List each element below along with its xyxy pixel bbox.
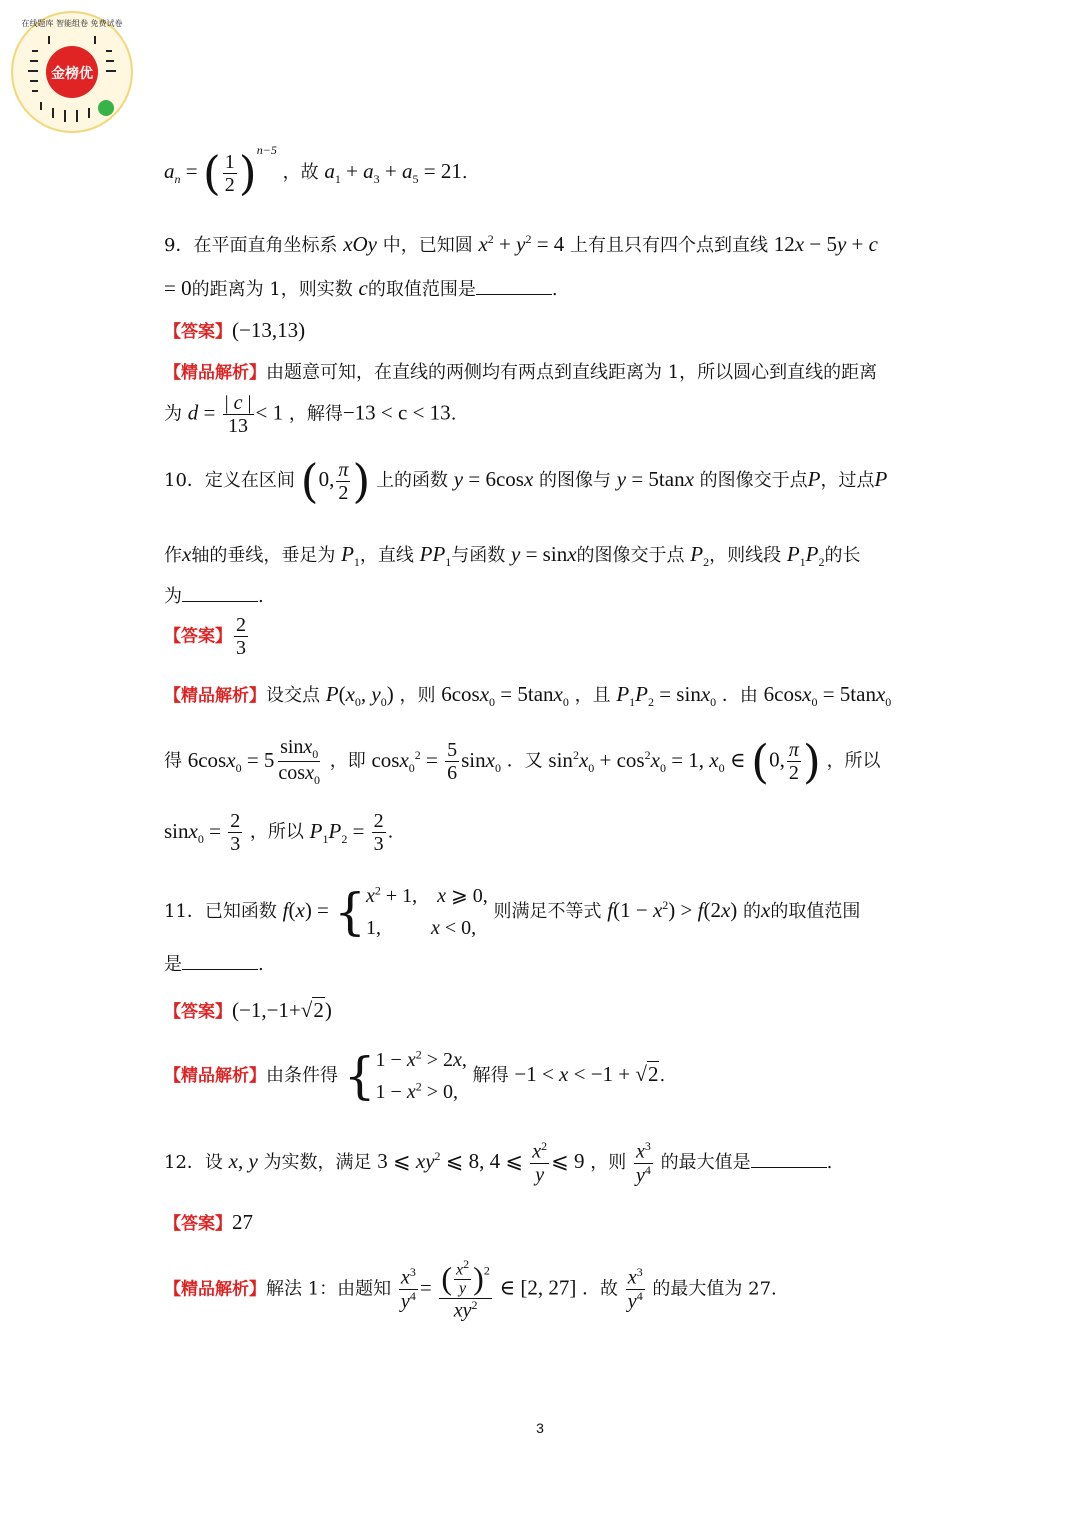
jinbangyou-logo <box>10 10 134 134</box>
question-11-answer: 【答案】(−1,−1+√2) <box>164 998 332 1022</box>
question-10-answer: 【答案】 $\frac{2}{3}$ <box>164 614 246 659</box>
question-9-line-2: = 0的距离为 1，则实数 c的取值范围是 . <box>164 276 558 300</box>
question-9-analysis-2: 为 d = $\frac{| c |}{13}$ < 1 ，解得−13 < c < 13. <box>164 392 457 437</box>
answer-blank <box>182 953 258 970</box>
question-12-line: 12．设 x, y 为实数，满足 3 ⩽ $xy^2$ ⩽ 8, 4 ⩽ $\frac{x^2}{y}$ ⩽ 9 ，则 $\frac{x^3}{y^4}$ 的最大值是 . <box>164 1139 833 1187</box>
logo-ring-text: 在线题库 智能组卷 免费试卷 <box>21 19 123 28</box>
question-10-analysis-3: sinx$_0$ = $\frac{2}{3}$ ，所以 $P_1P_2$ = $\frac{2}{3}$ . <box>164 810 394 855</box>
question-9-analysis-1: 【精品解析】由题意可知，在直线的两侧均有两点到直线距离为 1，所以圆心到直线的距离 <box>164 362 878 383</box>
answer-blank <box>182 585 258 602</box>
question-12-analysis: 【精品解析】解法 1：由题知 $\frac{x^3}{y^4}$ = ( $\frac{x^2}{y}$ )$^2$ $xy^2$ ∈ [2, 27] ．故 $\frac{x^3}{y^4}$ 的最大值为 27. <box>164 1257 777 1322</box>
question-11-line-2: 是 . <box>164 954 264 975</box>
question-10-analysis-2: 得 6cosx$_0$ = 5 $\frac{\sin x_0}{\cos x_0}$ ，即 cosx$_0^2$ = $\frac{5}{6}$ sinx$_0$ ．又 $\sin^2x_0 + \cos^2x_0 = 1$, $x_0$ ∈ (0, $\frac{\pi}{2}$ ) ，所以 <box>164 734 881 789</box>
question-10-line-2: 作x轴的垂线，垂足为 $P_1$，直线 $PP_1$与函数 y = sinx的图像交于点 $P_2$，则线段 $P_1P_2$的长 <box>164 542 861 570</box>
question-11-analysis: 【精品解析】由条件得 { $1 - x^2 > 2x$, $1 - x^2 > 0$, 解得 −1 < x < −1 + √2. <box>164 1047 666 1105</box>
question-11-line-1: 11．已知函数 f(x) = { $x^2 + 1$, x ⩾ 0, 1, x < 0, 则满足不等式 $f(1 - x^2) > f(2x)$ 的x的取值范围 <box>164 883 861 941</box>
question-12-answer: 【答案】27 <box>164 1210 253 1234</box>
question-10-analysis-1: 【精品解析】设交点 $P(x_0$, $y_0$) ，则 6cosx$_0$ = 5tanx$_0$ ，且 $P_1P_2 = \sin x_0$ ．由 6cosx$_0$ = 5tanx$_0$ <box>164 682 892 710</box>
question-10-line-1: 10．定义在区间 (0, $\frac{\pi}{2}$ ) 上的函数 y = 6cosx 的图像与 y = 5tanx 的图像交于点P，过点P <box>164 454 888 508</box>
answer-blank <box>751 1151 827 1168</box>
question-10-line-3: 为 . <box>164 586 264 607</box>
logo-center-label: 金榜优 <box>51 66 93 82</box>
page-number: 3 <box>536 1420 544 1436</box>
question-9-answer: 【答案】(−13,13) <box>164 318 306 342</box>
prev-answer-line: $a_n$ = ( $\frac{1}{2}$ )$^{n-5}$ ，故 $a_1 + a_3 + a_5 = 21$. <box>164 143 468 200</box>
question-9-line-1: 9．在平面直角坐标系 xOy 中，已知圆 $x^2 + y^2 = 4$ 上有且只有四个点到直线 12x − 5y + c <box>164 232 878 256</box>
answer-blank <box>476 278 552 295</box>
